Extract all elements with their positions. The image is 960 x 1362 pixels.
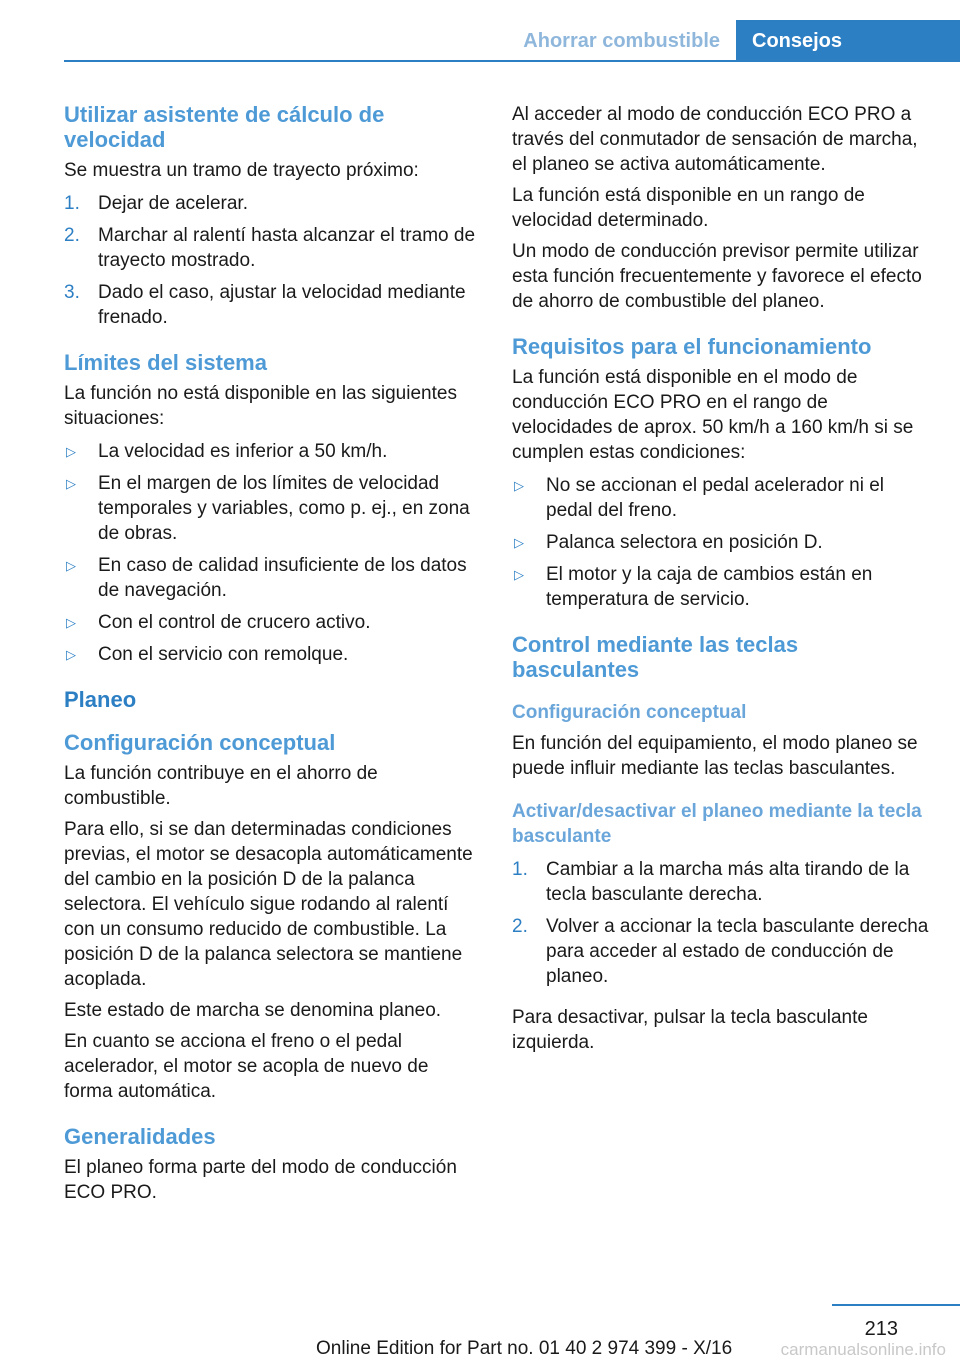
limits-list xyxy=(64,439,482,667)
heading-requirements: Requisitos para el funcionamiento xyxy=(512,334,872,359)
concept-paragraph: En cuanto se acciona el freno o el pedal acelerador, el motor se acopla de nuevo de forma automática. xyxy=(64,1031,429,1102)
triangle-bullet-icon: ▷ xyxy=(514,535,524,550)
list-item: ▷ No se accionan el pedal acelerador ni el pedal del freno. xyxy=(514,475,884,521)
speed-intro: Se muestra un tramo de trayecto próximo: xyxy=(64,160,419,181)
limits-intro: La función no está disponible en las siguientes situaciones: xyxy=(64,383,457,429)
heading-concept: Configuración conceptual xyxy=(64,730,336,755)
watermark: carmanualsonline.info xyxy=(780,1340,946,1359)
right-column xyxy=(512,102,930,1061)
page-header xyxy=(0,0,960,62)
eco-paragraph: La función está disponible en un rango de velocidad determinado. xyxy=(512,185,865,231)
heading-speed-assistant: Utilizar asistente de cálculo de velocidad xyxy=(64,102,385,152)
activate-steps-list xyxy=(512,857,930,989)
heading-planeo: Planeo xyxy=(64,687,137,712)
heading-concept-right: Configuración conceptual xyxy=(512,702,747,723)
section-tab-ahorrar[interactable]: Ahorrar combustible xyxy=(523,30,720,52)
list-item: ▷ El motor y la caja de cambios están en temperatura de servicio. xyxy=(514,564,873,610)
triangle-bullet-icon: ▷ xyxy=(66,558,76,573)
eco-paragraph: Un modo de conducción previsor permite utilizar esta función frecuentemente y favorece el efecto de ahorro de combustible del planeo. xyxy=(512,241,922,312)
triangle-bullet-icon: ▷ xyxy=(514,567,524,582)
triangle-bullet-icon: ▷ xyxy=(66,647,76,662)
list-item: 1. Dejar de acelerar. xyxy=(64,193,248,214)
list-item: ▷ Con el servicio con remolque. xyxy=(66,644,349,665)
requirements-intro: La función está disponible en el modo de conducción ECO PRO en el rango de velocidades de aprox. 50 km/h a 160 km/h si se cumplen estas condiciones: xyxy=(512,367,914,463)
concept-paragraph: Este estado de marcha se denomina planeo. xyxy=(64,1000,442,1021)
step-number: 1. xyxy=(512,859,528,880)
heading-system-limits: Límites del sistema xyxy=(64,350,267,375)
list-item: ▷ Con el control de crucero activo. xyxy=(66,612,371,633)
edition-line: Online Edition for Part no. 01 40 2 974 399 - X/16 xyxy=(316,1338,733,1359)
footer-divider xyxy=(832,1304,960,1306)
general-paragraph: El planeo forma parte del modo de conducción ECO PRO. xyxy=(64,1157,457,1203)
triangle-bullet-icon: ▷ xyxy=(66,476,76,491)
step-number: 2. xyxy=(512,916,528,937)
list-item: ▷ En caso de calidad insuficiente de los datos de navegación. xyxy=(66,555,467,601)
list-item: 2. Marchar al ralentí hasta alcanzar el tramo de trayecto mostrado. xyxy=(64,225,476,271)
list-item: 2. Volver a accionar la tecla basculante derecha para acceder al estado de conducción de planeo. xyxy=(512,916,929,987)
header-divider xyxy=(64,60,960,62)
heading-general: Generalidades xyxy=(64,1124,216,1149)
eco-paragraph: Al acceder al modo de conducción ECO PRO a través del conmutador de sensación de marcha, el planeo se activa automáticamente. xyxy=(512,104,918,175)
list-item: ▷ En el margen de los límites de velocidad temporales y variables, como p. ej., en zona de obras. xyxy=(66,473,470,544)
requirements-list xyxy=(512,473,930,612)
triangle-bullet-icon: ▷ xyxy=(514,478,524,493)
list-item: ▷ Palanca selectora en posición D. xyxy=(514,532,823,553)
step-number: 2. xyxy=(64,225,80,246)
left-column xyxy=(64,102,482,1211)
triangle-bullet-icon: ▷ xyxy=(66,615,76,630)
step-number: 3. xyxy=(64,282,80,303)
concept-right-paragraph: En función del equipamiento, el modo planeo se puede influir mediante las teclas basculantes. xyxy=(512,733,918,779)
section-tab-consejos[interactable]: Consejos xyxy=(736,20,960,62)
speed-steps-list xyxy=(64,191,482,330)
step-number: 1. xyxy=(64,193,80,214)
concept-paragraph: La función contribuye en el ahorro de combustible. xyxy=(64,763,378,809)
triangle-bullet-icon: ▷ xyxy=(66,444,76,459)
list-item: 3. Dado el caso, ajustar la velocidad mediante frenado. xyxy=(64,282,466,328)
list-item: 1. Cambiar a la marcha más alta tirando de la tecla basculante derecha. xyxy=(512,859,910,905)
page-number: 213 xyxy=(864,1318,898,1340)
heading-rocker-control: Control mediante las teclas basculantes xyxy=(512,632,799,682)
concept-paragraph: Para ello, si se dan determinadas condiciones previas, el motor se desacopla automáticamente del cambio en la posición D de la palanca selectora. El vehículo sigue rodando al ralentí con un consumo reducido de combustible. La posición D de la palanca selectora se mantiene acoplada. xyxy=(64,819,473,990)
deactivate-paragraph: Para desactivar, pulsar la tecla basculante izquierda. xyxy=(512,1007,868,1053)
heading-activate-deactivate: Activar/desactivar el planeo mediante la tecla basculante xyxy=(512,801,922,847)
list-item: ▷ La velocidad es inferior a 50 km/h. xyxy=(66,441,388,462)
